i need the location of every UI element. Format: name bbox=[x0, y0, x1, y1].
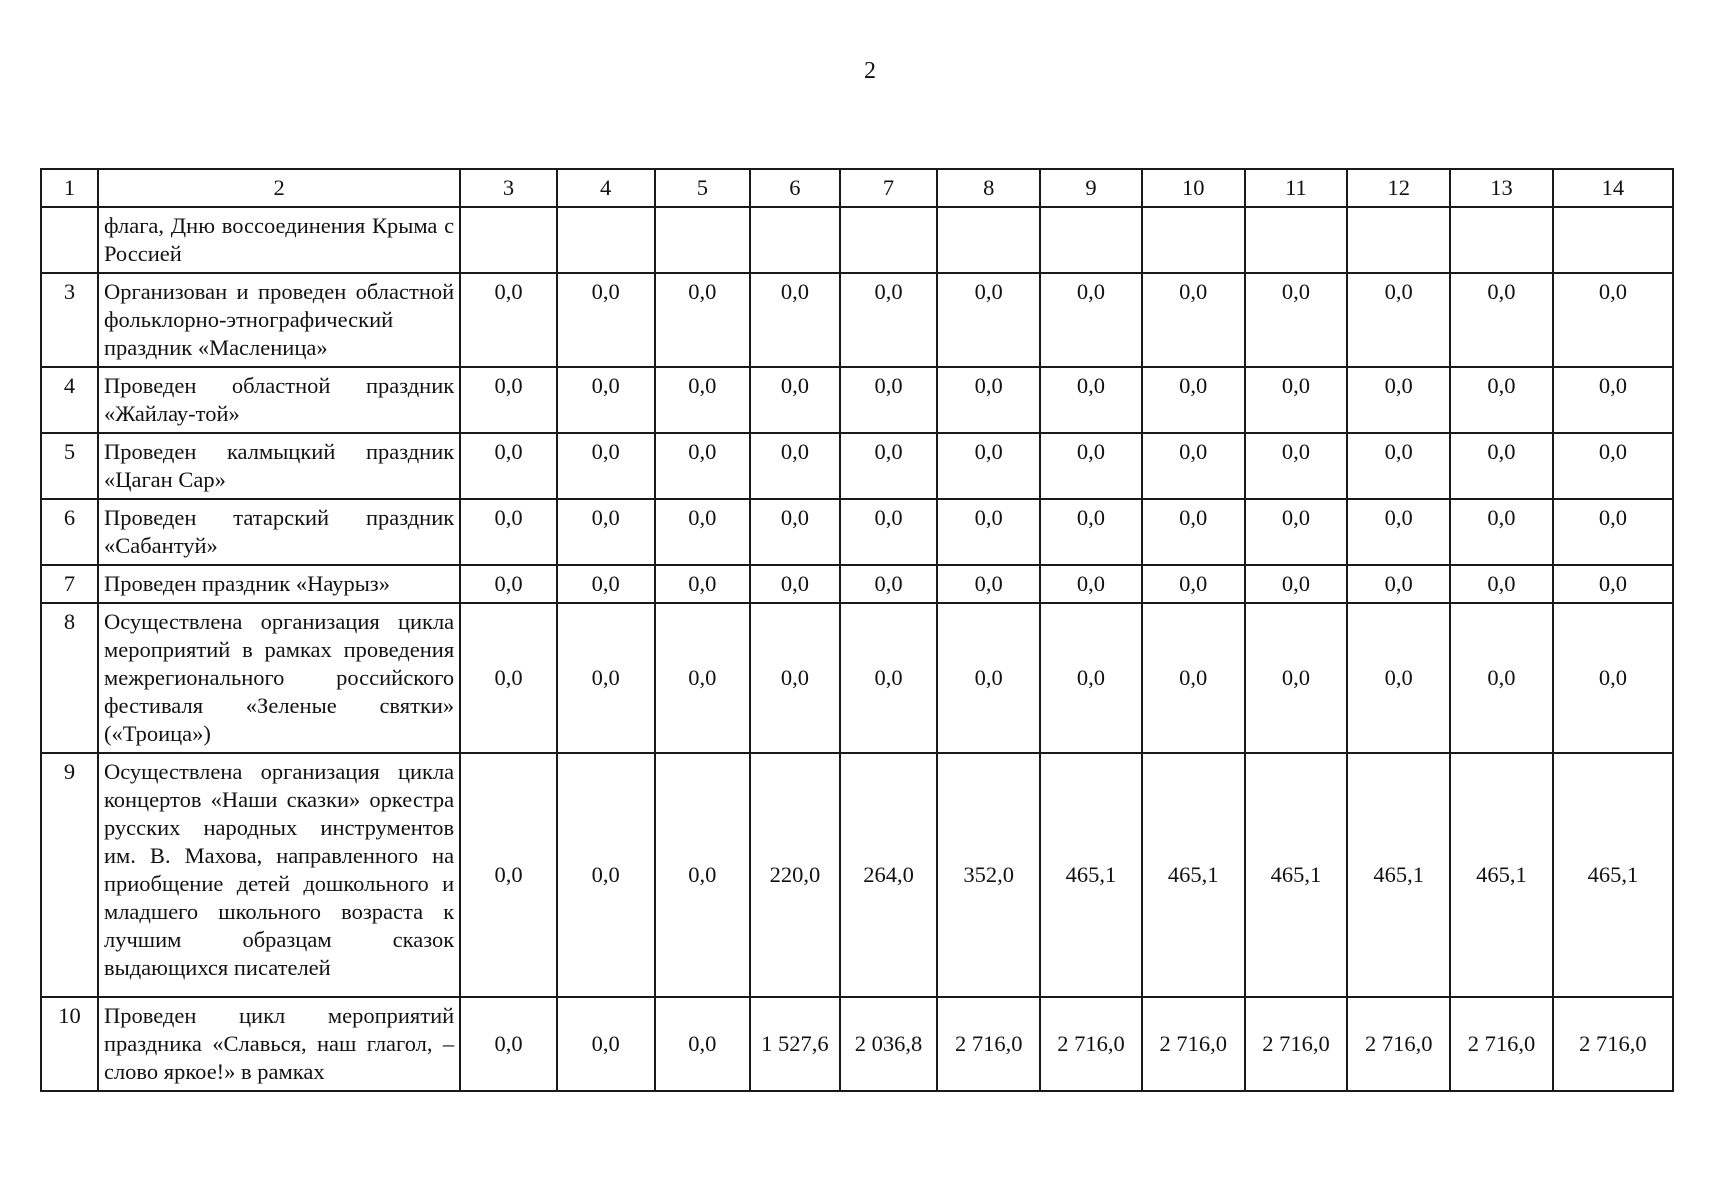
value-cell-col-7: 0,0 bbox=[840, 499, 938, 565]
value-cell-col-3 bbox=[460, 207, 557, 273]
value-cell-col-9: 0,0 bbox=[1040, 273, 1142, 367]
value-cell-col-5: 0,0 bbox=[655, 499, 751, 565]
value-cell-col-4: 0,0 bbox=[557, 499, 655, 565]
value-cell-col-4: 0,0 bbox=[557, 997, 655, 1091]
value-cell-col-3: 0,0 bbox=[460, 499, 557, 565]
value-cell-col-7: 0,0 bbox=[840, 273, 938, 367]
table-row bbox=[41, 367, 1673, 433]
value-cell-col-11: 0,0 bbox=[1245, 433, 1348, 499]
table-row bbox=[41, 499, 1673, 565]
value-cell-col-7: 0,0 bbox=[840, 367, 938, 433]
value-cell-col-10: 0,0 bbox=[1142, 603, 1245, 753]
value-cell-col-14: 2 716,0 bbox=[1553, 997, 1673, 1091]
value-cell-col-13: 0,0 bbox=[1450, 367, 1553, 433]
value-cell-col-9: 465,1 bbox=[1040, 753, 1142, 997]
value-cell-col-8: 2 716,0 bbox=[937, 997, 1040, 1091]
header-cell-1: 1 bbox=[41, 169, 98, 207]
row-number-cell: 9 bbox=[41, 753, 98, 997]
header-cell-7: 7 bbox=[840, 169, 938, 207]
value-cell-col-7: 0,0 bbox=[840, 433, 938, 499]
value-cell-col-11: 2 716,0 bbox=[1245, 997, 1348, 1091]
header-cell-2: 2 bbox=[98, 169, 460, 207]
value-cell-col-7 bbox=[840, 207, 938, 273]
row-number-cell: 6 bbox=[41, 499, 98, 565]
header-cell-4: 4 bbox=[557, 169, 655, 207]
row-number-cell: 8 bbox=[41, 603, 98, 753]
value-cell-col-3: 0,0 bbox=[460, 565, 557, 603]
header-cell-12: 12 bbox=[1347, 169, 1450, 207]
value-cell-col-12: 2 716,0 bbox=[1347, 997, 1450, 1091]
value-cell-col-6: 0,0 bbox=[750, 367, 840, 433]
value-cell-col-13: 0,0 bbox=[1450, 499, 1553, 565]
value-cell-col-5: 0,0 bbox=[655, 367, 751, 433]
value-cell-col-6: 0,0 bbox=[750, 565, 840, 603]
value-cell-col-10: 0,0 bbox=[1142, 273, 1245, 367]
value-cell-col-12: 465,1 bbox=[1347, 753, 1450, 997]
value-cell-col-9: 0,0 bbox=[1040, 433, 1142, 499]
value-cell-col-4: 0,0 bbox=[557, 753, 655, 997]
value-cell-col-6: 0,0 bbox=[750, 273, 840, 367]
value-cell-col-6: 0,0 bbox=[750, 603, 840, 753]
header-cell-10: 10 bbox=[1142, 169, 1245, 207]
value-cell-col-7: 0,0 bbox=[840, 565, 938, 603]
row-number-cell: 3 bbox=[41, 273, 98, 367]
value-cell-col-5: 0,0 bbox=[655, 433, 751, 499]
row-number-cell: 5 bbox=[41, 433, 98, 499]
value-cell-col-3: 0,0 bbox=[460, 367, 557, 433]
value-cell-col-10: 0,0 bbox=[1142, 433, 1245, 499]
value-cell-col-14: 0,0 bbox=[1553, 499, 1673, 565]
value-cell-col-14 bbox=[1553, 207, 1673, 273]
table-row bbox=[41, 603, 1673, 753]
value-cell-col-11: 465,1 bbox=[1245, 753, 1348, 997]
value-cell-col-14: 0,0 bbox=[1553, 433, 1673, 499]
description-cell: Осуществлена организация цикла концертов «Наши сказки» оркестра русских народных инструментов им. В. Махова, направленного на приобщение детей дошкольного и младшего школьного возраста к лучшим образцам сказок выдающихся писателей bbox=[98, 753, 460, 997]
value-cell-col-12: 0,0 bbox=[1347, 367, 1450, 433]
value-cell-col-7: 2 036,8 bbox=[840, 997, 938, 1091]
value-cell-col-9: 0,0 bbox=[1040, 603, 1142, 753]
value-cell-col-3: 0,0 bbox=[460, 273, 557, 367]
table-row bbox=[41, 753, 1673, 997]
value-cell-col-12: 0,0 bbox=[1347, 433, 1450, 499]
value-cell-col-11: 0,0 bbox=[1245, 499, 1348, 565]
value-cell-col-14: 0,0 bbox=[1553, 603, 1673, 753]
value-cell-col-14: 465,1 bbox=[1553, 753, 1673, 997]
value-cell-col-8: 0,0 bbox=[937, 367, 1040, 433]
value-cell-col-8 bbox=[937, 207, 1040, 273]
value-cell-col-7: 0,0 bbox=[840, 603, 938, 753]
value-cell-col-10: 0,0 bbox=[1142, 565, 1245, 603]
value-cell-col-13: 0,0 bbox=[1450, 603, 1553, 753]
value-cell-col-4: 0,0 bbox=[557, 433, 655, 499]
value-cell-col-3: 0,0 bbox=[460, 997, 557, 1091]
description-cell: флага, Дню воссоединения Крыма с Россией bbox=[98, 207, 460, 273]
value-cell-col-9: 0,0 bbox=[1040, 367, 1142, 433]
header-row bbox=[41, 169, 1673, 207]
value-cell-col-8: 0,0 bbox=[937, 499, 1040, 565]
header-cell-9: 9 bbox=[1040, 169, 1142, 207]
page-number: 2 bbox=[864, 58, 876, 84]
table-row bbox=[41, 273, 1673, 367]
value-cell-col-4: 0,0 bbox=[557, 273, 655, 367]
value-cell-col-8: 0,0 bbox=[937, 433, 1040, 499]
value-cell-col-4 bbox=[557, 207, 655, 273]
value-cell-col-10: 0,0 bbox=[1142, 367, 1245, 433]
value-cell-col-12: 0,0 bbox=[1347, 565, 1450, 603]
value-cell-col-11 bbox=[1245, 207, 1348, 273]
value-cell-col-5: 0,0 bbox=[655, 997, 751, 1091]
value-cell-col-8: 0,0 bbox=[937, 603, 1040, 753]
row-number-cell: 7 bbox=[41, 565, 98, 603]
value-cell-col-10: 2 716,0 bbox=[1142, 997, 1245, 1091]
value-cell-col-5: 0,0 bbox=[655, 753, 751, 997]
value-cell-col-8: 0,0 bbox=[937, 565, 1040, 603]
row-number-cell: 10 bbox=[41, 997, 98, 1091]
value-cell-col-6: 220,0 bbox=[750, 753, 840, 997]
header-cell-3: 3 bbox=[460, 169, 557, 207]
row-number-cell: 4 bbox=[41, 367, 98, 433]
description-cell: Проведен татарский праздник «Сабантуй» bbox=[98, 499, 460, 565]
description-cell: Проведен праздник «Наурыз» bbox=[98, 565, 460, 603]
table-body bbox=[41, 169, 1673, 1091]
value-cell-col-4: 0,0 bbox=[557, 565, 655, 603]
value-cell-col-13: 0,0 bbox=[1450, 433, 1553, 499]
value-cell-col-12: 0,0 bbox=[1347, 273, 1450, 367]
value-cell-col-11: 0,0 bbox=[1245, 367, 1348, 433]
description-cell: Проведен областной праздник «Жайлау-той» bbox=[98, 367, 460, 433]
value-cell-col-13: 0,0 bbox=[1450, 565, 1553, 603]
value-cell-col-3: 0,0 bbox=[460, 603, 557, 753]
value-cell-col-5: 0,0 bbox=[655, 565, 751, 603]
value-cell-col-11: 0,0 bbox=[1245, 603, 1348, 753]
header-cell-5: 5 bbox=[655, 169, 751, 207]
header-cell-13: 13 bbox=[1450, 169, 1553, 207]
value-cell-col-13: 2 716,0 bbox=[1450, 997, 1553, 1091]
description-cell: Проведен калмыцкий праздник «Цаган Сар» bbox=[98, 433, 460, 499]
description-cell: Проведен цикл мероприятий праздника «Славься, наш глагол, – слово яркое!» в рамках bbox=[98, 997, 460, 1091]
table-row bbox=[41, 997, 1673, 1091]
value-cell-col-13 bbox=[1450, 207, 1553, 273]
value-cell-col-14: 0,0 bbox=[1553, 565, 1673, 603]
value-cell-col-14: 0,0 bbox=[1553, 367, 1673, 433]
value-cell-col-6: 0,0 bbox=[750, 433, 840, 499]
row-number-cell bbox=[41, 207, 98, 273]
value-cell-col-5 bbox=[655, 207, 751, 273]
table-row bbox=[41, 207, 1673, 273]
header-cell-14: 14 bbox=[1553, 169, 1673, 207]
value-cell-col-10: 0,0 bbox=[1142, 499, 1245, 565]
value-cell-col-6: 1 527,6 bbox=[750, 997, 840, 1091]
data-table bbox=[40, 168, 1674, 1092]
value-cell-col-10: 465,1 bbox=[1142, 753, 1245, 997]
value-cell-col-4: 0,0 bbox=[557, 603, 655, 753]
value-cell-col-3: 0,0 bbox=[460, 433, 557, 499]
value-cell-col-12: 0,0 bbox=[1347, 603, 1450, 753]
value-cell-col-6 bbox=[750, 207, 840, 273]
header-cell-8: 8 bbox=[937, 169, 1040, 207]
value-cell-col-9: 0,0 bbox=[1040, 499, 1142, 565]
value-cell-col-9: 2 716,0 bbox=[1040, 997, 1142, 1091]
value-cell-col-9 bbox=[1040, 207, 1142, 273]
value-cell-col-6: 0,0 bbox=[750, 499, 840, 565]
value-cell-col-11: 0,0 bbox=[1245, 565, 1348, 603]
value-cell-col-13: 0,0 bbox=[1450, 273, 1553, 367]
table-row bbox=[41, 433, 1673, 499]
value-cell-col-9: 0,0 bbox=[1040, 565, 1142, 603]
value-cell-col-4: 0,0 bbox=[557, 367, 655, 433]
value-cell-col-11: 0,0 bbox=[1245, 273, 1348, 367]
value-cell-col-7: 264,0 bbox=[840, 753, 938, 997]
value-cell-col-12: 0,0 bbox=[1347, 499, 1450, 565]
table-row bbox=[41, 565, 1673, 603]
header-cell-11: 11 bbox=[1245, 169, 1348, 207]
value-cell-col-12 bbox=[1347, 207, 1450, 273]
value-cell-col-10 bbox=[1142, 207, 1245, 273]
header-cell-6: 6 bbox=[750, 169, 840, 207]
description-cell: Организован и проведен областной фольклорно-этнографический праздник «Масленица» bbox=[98, 273, 460, 367]
value-cell-col-3: 0,0 bbox=[460, 753, 557, 997]
description-cell: Осуществлена организация цикла мероприятий в рамках проведения межрегионального российского фестиваля «Зеленые святки» («Троица») bbox=[98, 603, 460, 753]
value-cell-col-14: 0,0 bbox=[1553, 273, 1673, 367]
value-cell-col-8: 352,0 bbox=[937, 753, 1040, 997]
value-cell-col-5: 0,0 bbox=[655, 273, 751, 367]
value-cell-col-8: 0,0 bbox=[937, 273, 1040, 367]
value-cell-col-5: 0,0 bbox=[655, 603, 751, 753]
value-cell-col-13: 465,1 bbox=[1450, 753, 1553, 997]
